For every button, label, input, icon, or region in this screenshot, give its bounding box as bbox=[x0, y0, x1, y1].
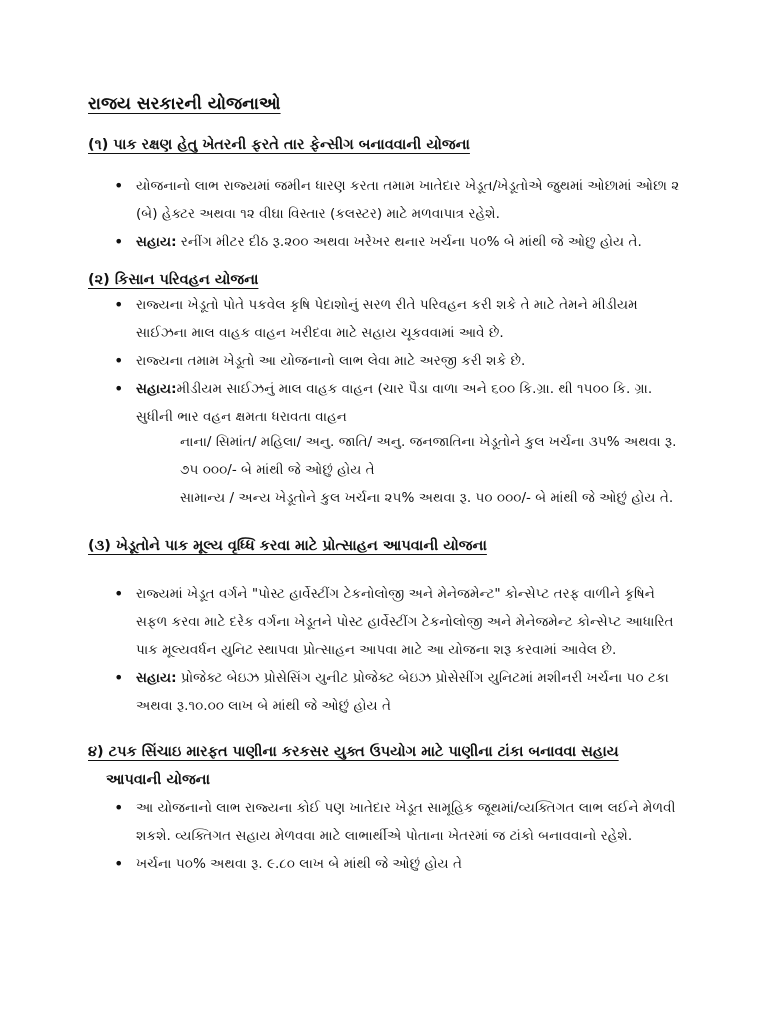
list-item: • રાજ્યમાં ખેડૂત વર્ગને "પોસ્ટ હાર્વેસ્ટીંગ ટેકનોલોજી અને મેનેજમેન્ટ" કોન્સેપ્ટ તરફ વાળીને કૃષિને સફળ કરવા માટે દરેક વર્ગના ખેડૂતને પોસ્ટ હાર્વેસ્ટીંગ ટેકનોલોજી અને મેનેજમેન્ટ કોન્સેપ્ટ આધારિત પાક મૂલ્યવર્ધન યુનિટ સ્થાપવા પ્રોત્સાહન આપવા માટે આ યોજના શરૂ કરવામાં આવેલ છે. bbox=[110, 580, 690, 664]
list-item: • ખર્ચના ૫૦% અથવા રૂ. ૯.૮૦ લાખ બે માંથી જે ઓછું હોય તે bbox=[110, 850, 690, 878]
list-item bbox=[110, 375, 690, 431]
section-3-list bbox=[110, 580, 690, 720]
list-item bbox=[110, 664, 690, 720]
help-text: રનીંગ મીટર દીઠ રૂ.૨૦૦ અથવા ખરેખર થનાર ખર્ચના ૫૦% બે માંથી જે ઓછુ હોય તે. bbox=[176, 234, 642, 250]
section-3-heading: (૩) ખેડૂતોને પાક મૂલ્ય વૃધ્ધિ કરવા માટે પ્રોત્સાહન આપવાની યોજના bbox=[88, 538, 487, 554]
list-item: • રાજ્યના તમામ ખેડૂતો આ યોજનાનો લાભ લેવા માટે અરજી કરી શકે છે. bbox=[110, 347, 690, 375]
section-1-list bbox=[110, 172, 690, 256]
section-4-heading-line-1: ૪) ટપક સિંચાઇ મારફત પાણીના કરકસર યુક્ત ઉપયોગ માટે પાણીના ટાંકા બનાવવા સહાય bbox=[88, 744, 619, 760]
document-title: રાજય સરકારની યોજનાઓ bbox=[88, 94, 281, 114]
sub-point-small-farmers: નાના/ સિમાંત/ મહિલા/ અનુ. જાતિ/ અનુ. જનજાતિના ખેડૂતોને કુલ ખર્ચના ૩૫% અથવા રૂ. ૭૫ ૦૦૦/- બે માંથી જે ઓછું હોય તે bbox=[180, 434, 677, 478]
help-text: પ્રોજેક્ટ બેઇઝ પ્રોસેસિંગ યુનીટ પ્રોજેક્ટ બેઇઝ પ્રોસેસીંગ યુનિટમાં મશીનરી ખર્ચના ૫૦ ટકા અથવા રૂ.૧૦.૦૦ લાખ બે માંથી જે ઓછું હોય તે bbox=[136, 670, 669, 714]
help-label: સહાય: bbox=[136, 670, 177, 686]
section-2-heading: (૨) કિસાન પરિવહન યોજના bbox=[88, 272, 259, 288]
help-label: સહાય: bbox=[136, 381, 177, 397]
list-item: • આ યોજનાનો લાભ રાજ્યના કોઈ પણ ખાતેદાર ખેડૂત સામૂહિક જૂથમાં/વ્યક્તિગત લાભ લઈને મેળવી શકશે. વ્યક્તિગત સહાય મેળવવા માટે લાભાર્થીએ પોતાના ખેતરમાં જ ટાંકો બનાવવાનો રહેશે. bbox=[110, 794, 690, 850]
section-4-list bbox=[110, 794, 690, 878]
section-4-heading bbox=[88, 738, 688, 794]
list-item: • રાજ્યના ખેડૂતો પોતે પકવેલ કૃષિ પેદાશોનું સરળ રીતે પરિવહન કરી શકે તે માટે તેમને મીડીયમ સાઈઝના માલ વાહક વાહન ખરીદવા માટે સહાય ચૂકવવામાં આવે છે. bbox=[110, 291, 690, 347]
help-text: મીડીયમ સાઈઝનું માલ વાહક વાહન (ચાર પૈડા વાળા અને ૬૦૦ કિ.ગ્રા. થી ૧૫૦૦ કિ. ગ્રા. સુધીની ભાર વહન ક્ષમતા ધરાવતા વાહન bbox=[136, 381, 653, 425]
list-item: • યોજનાનો લાભ રાજ્યમાં જમીન ધારણ કરતા તમામ ખાતેદાર ખેડૂત/ખેડૂતોએ જુથમાં ઓછામાં ઓછા ૨ (બે) હેક્ટર અથવા ૧૨ વીઘા વિસ્તાર (કલસ્ટર) માટે મળવાપાત્ર રહેશે. bbox=[110, 172, 690, 228]
list-item bbox=[110, 228, 690, 256]
section-2-list bbox=[110, 291, 690, 431]
section-1-heading: (૧) પાક રક્ષણ હેતુ ખેતરની ફરતે તાર ફેન્સીગ બનાવવાની યોજના bbox=[88, 137, 470, 153]
help-label: સહાય: bbox=[136, 234, 177, 250]
sub-point-general-farmers: સામાન્ય / અન્ય ખેડૂતોને કુલ ખર્ચના ૨૫% અથવા રૂ. ૫૦ ૦૦૦/- બે માંથી જે ઓછું હોય તે. bbox=[180, 490, 674, 506]
section-4-heading-line-2: આપવાની યોજના bbox=[106, 772, 211, 788]
